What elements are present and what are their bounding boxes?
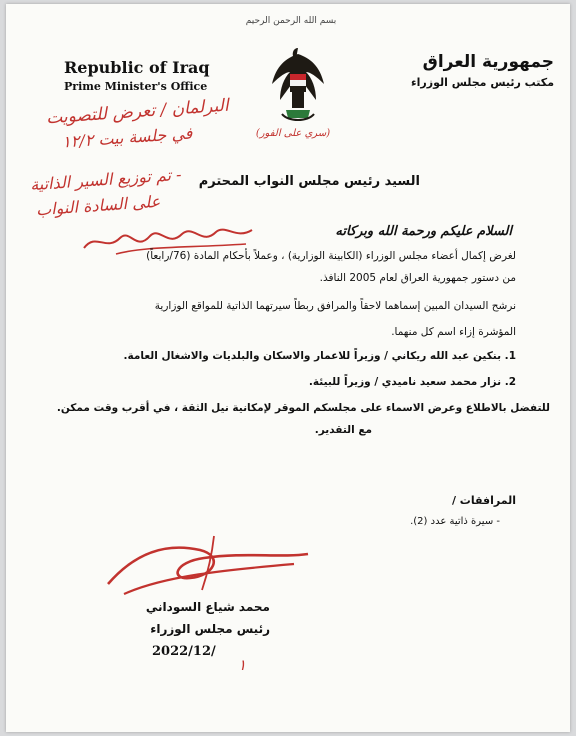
letter-page	[6, 4, 570, 732]
ar-office-title: مكتب رئيس مجلس الوزراء	[411, 76, 554, 89]
en-country-title: Republic of Iraq	[64, 58, 210, 77]
classification-stamp: (سري على الفور)	[255, 128, 331, 139]
paragraph-1-line-1: لغرض إكمال أعضاء مجلس الوزراء (الكابينة الوزارية) ، وعملاً بأحكام المادة (76/رابعاً)	[146, 250, 516, 262]
signatory-name: محمد شياع السوداني	[145, 600, 270, 614]
basmala: بسم الله الرحمن الرحيم	[245, 16, 337, 26]
nominee-item-2: 2. نزار محمد سعيد ناميدي / وزيراً للبيئة.	[308, 376, 516, 388]
closing-line: مع التقدير.	[314, 424, 372, 436]
paragraph-2-line-2: المؤشرة إزاء اسم كل منهما.	[391, 326, 516, 338]
handwritten-note-line-1: البرلمان / تعرض للتصويت	[45, 95, 230, 129]
attachments-item: - سيرة ذاتية عدد (2).	[410, 516, 500, 527]
ar-country-title: جمهورية العراق	[422, 52, 554, 72]
handwritten-note-line-4: على السادة النواب	[35, 191, 161, 220]
attachments-heading: المرافقات /	[451, 494, 516, 507]
recipient-line: السيد رئيس مجلس النواب المحترم	[198, 174, 420, 189]
greeting: السلام عليكم ورحمة الله وبركاته	[335, 224, 512, 239]
signatory-title: رئيس مجلس الوزراء	[150, 622, 270, 636]
signature-date: 2022/12/	[152, 644, 216, 659]
handwritten-note-line-3: - تم توزيع السير الذاتية	[29, 164, 183, 195]
en-office-title: Prime Minister's Office	[64, 80, 208, 93]
paragraph-1-line-2: من دستور جمهورية العراق لعام 2005 النافذ.	[319, 272, 516, 284]
request-line: للتفضل بالاطلاع وعرض الاسماء على مجلسكم الموقر لإمكانية نيل الثقة ، في أقرب وقت ممكن.	[56, 402, 550, 414]
nominee-item-1: 1. بنكين عبد الله ريكاني / وزيراً للاعمار والاسكان والبلديات والاشغال العامة.	[123, 350, 516, 362]
signature-date-day: ١	[238, 656, 247, 674]
iraq-eagle-emblem-icon	[268, 44, 328, 126]
paragraph-2-line-1: نرشح السيدان المبين إسماهما لاحقاً والمرافق ربطاً سيرتهما الذاتية للمواقع الوزارية	[154, 300, 516, 312]
prime-minister-signature	[104, 524, 314, 604]
handwritten-note-line-2: في جلسة بيت ١٢/٢	[61, 123, 193, 152]
